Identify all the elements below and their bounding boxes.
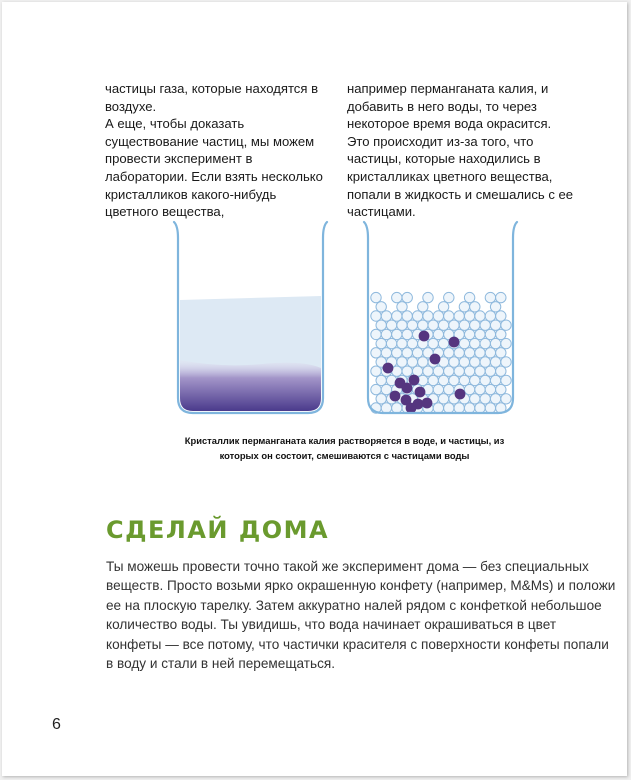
water-molecule: [433, 311, 443, 321]
water-molecule: [386, 320, 396, 330]
water-molecule: [407, 338, 417, 348]
water-molecule: [371, 311, 381, 321]
water-molecule: [386, 338, 396, 348]
water-molecule: [485, 311, 495, 321]
book-page: [2, 2, 627, 776]
water-molecule: [444, 311, 454, 321]
water-molecule: [496, 366, 506, 376]
water-molecule: [392, 329, 402, 339]
water-molecule: [459, 338, 469, 348]
water-molecule: [376, 375, 386, 385]
water-molecule: [418, 357, 428, 367]
water-molecule: [490, 357, 500, 367]
water-molecule: [464, 311, 474, 321]
water-molecule: [459, 375, 469, 385]
home-line: конфеты — все потому, что частички красителя с поверхности конфеты попали: [106, 636, 609, 652]
right-paragraph-1: например перманганата калия, и добавить в него воды, то через некоторое время вода окрасится. Это происходит из-за того, что частицы, которые находились в кристалликах цветного вещества, попали в жидкость и смешались с ее частицами.: [347, 81, 574, 220]
water-molecule: [490, 375, 500, 385]
left-paragraph-1: частицы газа, которые находятся в воздухе.: [105, 81, 319, 114]
water-molecule: [490, 320, 500, 330]
water-molecule: [496, 292, 506, 302]
dye-layer: [180, 360, 321, 411]
left-paragraph-2: А еще, чтобы доказать существование частиц, мы можем провести эксперимент в лаборатории. Если взять несколько кристалликов какого-нибудь цветного вещества,: [105, 116, 323, 220]
dye-particle: [430, 354, 441, 365]
water-molecule: [485, 348, 495, 358]
home-line: ее на плоскую тарелку. Затем аккуратно налей рядом с конфеткой небольшое: [106, 597, 602, 613]
water-molecule: [464, 384, 474, 394]
water-molecule: [376, 302, 386, 312]
water-molecule: [376, 320, 386, 330]
water-molecule: [371, 366, 381, 376]
dye-particle: [419, 331, 430, 342]
water-molecule: [449, 375, 459, 385]
water-molecule: [470, 394, 480, 404]
water-molecule: [501, 338, 511, 348]
water-molecule: [464, 292, 474, 302]
water-molecule: [438, 338, 448, 348]
water-molecule: [381, 384, 391, 394]
water-molecule: [371, 384, 381, 394]
water-molecule: [480, 375, 490, 385]
water-molecule: [397, 357, 407, 367]
water-molecule: [433, 329, 443, 339]
water-molecule: [475, 384, 485, 394]
beaker-particles: [364, 222, 517, 413]
water-molecule: [449, 320, 459, 330]
water-molecule: [496, 311, 506, 321]
water-molecule: [376, 338, 386, 348]
water-molecule: [423, 311, 433, 321]
water-molecule: [454, 348, 464, 358]
water-molecule: [485, 292, 495, 302]
water-molecule: [464, 329, 474, 339]
section-heading: СДЕЛАЙ ДОМА: [106, 516, 330, 544]
water-molecule: [464, 403, 474, 413]
water-molecule: [407, 357, 417, 367]
water-molecule: [470, 320, 480, 330]
home-line: количество воды. Ты увидишь, что вода начинает окрашиваться в цвет: [106, 617, 557, 633]
water-molecule: [480, 320, 490, 330]
water-molecule: [397, 338, 407, 348]
water-molecule: [501, 357, 511, 367]
water-molecule: [496, 329, 506, 339]
water-molecule: [485, 329, 495, 339]
dye-particle: [383, 363, 394, 374]
water-molecule: [475, 403, 485, 413]
water-molecule: [392, 311, 402, 321]
water-molecule: [423, 292, 433, 302]
dye-particle: [449, 337, 460, 348]
water-molecule: [485, 403, 495, 413]
water-molecule: [381, 329, 391, 339]
water-molecule: [454, 366, 464, 376]
water-molecule: [490, 394, 500, 404]
water-molecule: [470, 375, 480, 385]
water-molecule: [496, 348, 506, 358]
water-molecule: [438, 375, 448, 385]
water-molecule: [454, 311, 464, 321]
dye-particle: [406, 403, 417, 414]
home-section-text: [106, 557, 616, 673]
water-molecule: [485, 366, 495, 376]
dye-particle: [409, 375, 420, 386]
dye-particle: [422, 398, 433, 409]
water-molecule: [407, 320, 417, 330]
water-molecule: [485, 384, 495, 394]
water-molecule: [501, 394, 511, 404]
text-column-right: [347, 80, 575, 221]
water-molecule: [402, 311, 412, 321]
water-molecule: [381, 403, 391, 413]
water-molecule: [433, 403, 443, 413]
water-molecule: [397, 302, 407, 312]
water-molecule: [454, 403, 464, 413]
water-molecule: [496, 384, 506, 394]
water-molecule: [371, 329, 381, 339]
water-molecule: [470, 302, 480, 312]
water-molecule: [480, 338, 490, 348]
water-molecule: [412, 348, 422, 358]
home-line: в воду и стали в ней перемещаться.: [106, 656, 336, 672]
water-molecule: [371, 292, 381, 302]
water-molecule: [470, 338, 480, 348]
water-molecule: [444, 348, 454, 358]
water-molecule: [381, 348, 391, 358]
page-number: 6: [52, 716, 61, 733]
illustration-caption: [172, 433, 517, 463]
dye-particle: [415, 387, 426, 398]
water-molecule: [459, 357, 469, 367]
water-molecule: [480, 357, 490, 367]
water-molecule: [381, 311, 391, 321]
water-molecule: [444, 366, 454, 376]
water-molecule: [480, 394, 490, 404]
text-column-left: [105, 80, 333, 221]
water-molecule: [475, 329, 485, 339]
water-molecule: [428, 338, 438, 348]
water-molecule: [376, 394, 386, 404]
water-molecule: [402, 329, 412, 339]
water-molecule: [428, 375, 438, 385]
water-molecule: [418, 302, 428, 312]
home-line: Ты можешь провести точно такой же эксперимент дома — без специальных: [106, 559, 589, 574]
water-molecule: [470, 357, 480, 367]
water-molecule: [402, 292, 412, 302]
caption-line-1: Кристаллик перманганата калия растворяется в воде, и частицы, из: [184, 435, 505, 446]
water-molecule: [418, 320, 428, 330]
water-molecule: [423, 366, 433, 376]
water-molecule: [459, 302, 469, 312]
water-molecule: [444, 292, 454, 302]
dye-particle: [390, 391, 401, 402]
water-molecule: [433, 384, 443, 394]
home-line: веществ. Просто возьми ярко окрашенную конфету (например, M&Ms) и положи: [106, 578, 616, 594]
water-molecule: [464, 366, 474, 376]
water-molecule: [449, 357, 459, 367]
water-molecule: [402, 348, 412, 358]
dye-particle: [455, 389, 466, 400]
water-molecule: [475, 366, 485, 376]
water-molecule: [459, 320, 469, 330]
caption-line-2: которых он состоит, смешиваются с частицами воды: [219, 450, 470, 461]
water-molecule: [392, 348, 402, 358]
water-molecule: [371, 348, 381, 358]
water-molecule: [392, 403, 402, 413]
water-molecule: [501, 375, 511, 385]
water-molecule: [475, 311, 485, 321]
water-molecule: [490, 338, 500, 348]
water-molecule: [444, 384, 454, 394]
water-molecule: [402, 366, 412, 376]
water-molecule: [428, 320, 438, 330]
water-molecule: [412, 311, 422, 321]
water-molecule: [438, 302, 448, 312]
water-molecule: [475, 348, 485, 358]
water-molecule: [464, 348, 474, 358]
water-molecule: [444, 403, 454, 413]
water-molecule: [433, 366, 443, 376]
water-molecule: [490, 302, 500, 312]
experiment-illustration: [162, 218, 522, 423]
water-molecule: [501, 320, 511, 330]
water-molecule: [438, 320, 448, 330]
water-molecule: [392, 292, 402, 302]
water-molecule: [438, 394, 448, 404]
beaker-dissolved: [174, 222, 327, 413]
water-molecule: [397, 320, 407, 330]
